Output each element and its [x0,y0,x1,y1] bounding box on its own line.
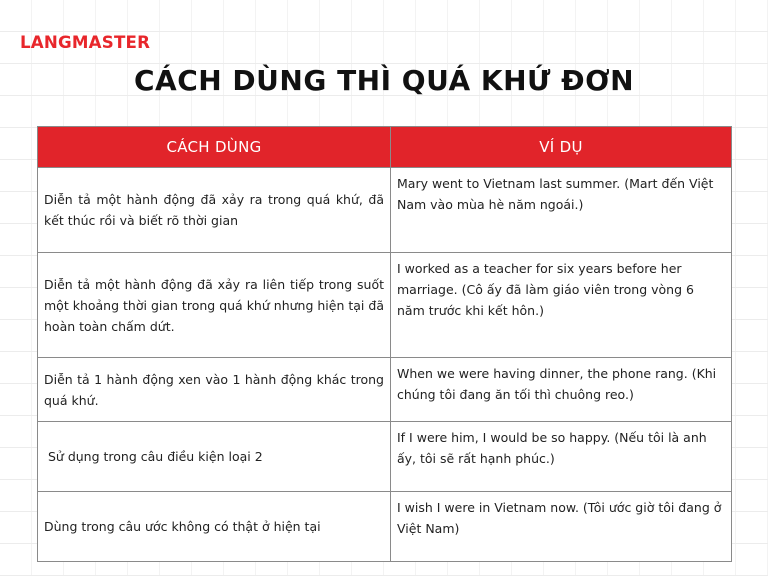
usage-table [37,126,732,562]
table-row [38,168,732,253]
header-example: VÍ DỤ [391,127,732,168]
usage-cell: Diễn tả một hành động đã xảy ra trong quá khứ, đã kết thúc rồi và biết rõ thời gian [38,168,391,253]
table-row [38,422,732,492]
table-row [38,492,732,562]
example-cell: I worked as a teacher for six years before her marriage. (Cô ấy đã làm giáo viên trong vòng 6 năm trước khi kết hôn.) [391,253,732,358]
example-cell: I wish I were in Vietnam now. (Tôi ước giờ tôi đang ở Việt Nam) [391,492,732,562]
usage-cell: Sử dụng trong câu điều kiện loại 2 [38,422,391,492]
table-row [38,358,732,422]
brand-logo: LANGMASTER [20,33,151,53]
example-cell: When we were having dinner, the phone rang. (Khi chúng tôi đang ăn tối thì chuông reo.) [391,358,732,422]
usage-cell: Dùng trong câu ước không có thật ở hiện tại [38,492,391,562]
table-row [38,253,732,358]
example-cell: If I were him, I would be so happy. (Nếu tôi là anh ấy, tôi sẽ rất hạnh phúc.) [391,422,732,492]
example-cell: Mary went to Vietnam last summer. (Mart đến Việt Nam vào mùa hè năm ngoái.) [391,168,732,253]
table-header-row [38,127,732,168]
usage-cell: Diễn tả 1 hành động xen vào 1 hành động khác trong quá khứ. [38,358,391,422]
page-title: CÁCH DÙNG THÌ QUÁ KHỨ ĐƠN [133,64,634,97]
header-usage: CÁCH DÙNG [38,127,391,168]
usage-cell: Diễn tả một hành động đã xảy ra liên tiếp trong suốt một khoảng thời gian trong quá khứ nhưng hiện tại đã hoàn toàn chấm dứt. [38,253,391,358]
